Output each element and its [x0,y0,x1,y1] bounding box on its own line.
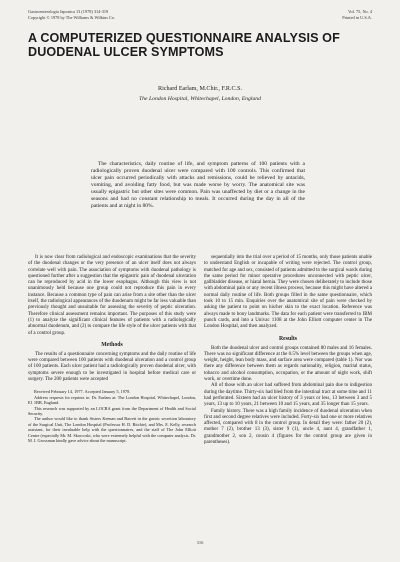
abstract: The characteristics, daily routine of life, and symptom patterns of 100 patients with a radiologically proven duodenal ulcer were compared with 100 controls. This confirmed that ulcer pain occurred periodically with attacks and remissions, could be relieved by antacids, vomiting, and avoiding fatty food, but was made worse by worry. The anatomical site was usually epigastric but other sites were common. Pain was unaffected by diet or a change in the seasons and had no constant relationship to meals. It occurred during the day in all of the patients and at night in 80%. [91,161,305,209]
author-line: Richard Earlam, M.Chir., F.R.C.S. [158,86,242,92]
article-title: A COMPUTERIZED QUESTIONNAIRE ANALYSIS OF DUODENAL ULCER SYMPTOMS [28,31,340,59]
footnote: The author would like to thank Sisters Keenan and Barrett in the gastric secretion laboratory of the Surgical Unit, The London Hospital (Professor H. D. Ritchie), and Mrs. E. Kelly, research assistant, for their invaluable help with the questionnaires, and the staff of The John Elliott Centre (especially Mr. M. Skorcoski, who were extremely helpful with the computer analysis. Dr. M. I. Grossman kindly gave advice about the manuscript. [28,416,196,443]
affiliation: The London Hospital, Whitechapel, London, England [139,96,261,102]
footnote: Received February 14, 1977. Accepted January 5, 1978. [34,389,131,395]
methods-heading: Methods [101,341,123,348]
methods-paragraph: The results of a questionnaire concerning symptoms and the daily routine of life were compared between 100 patients with duodenal ulceration and a control group of 100 patients. Each ulcer patient had a radiologically proven duodenal ulcer, with symptoms severe enough to be investigated in hospital before medical care or surgery. The 200 patients were accepted [28,351,196,383]
results-paragraph: All of those with an ulcer had suffered from abdominal pain due to indigestion during the daytime. Thirty-six had bled from the intestinal tract at some time and 11 had perforated. Sixteen had an ulcer history of 3 years or less, 13 between 3 and 5 years, 13 up to 10 years, 21 between 10 and 15 years, and 35 longer than 15 years. [204,383,372,408]
footnote: Address requests for reprints to: Dr. Earlam at: The London Hospital, Whitechapel, London, E1 1BB, England. [28,394,196,406]
volume-line: Printed in U.S.A. [342,14,372,20]
citation-line: Gastroenterologia Japonica 13 (1978) 314-319 [28,9,109,14]
results-heading: Results [278,335,298,342]
methods-continued: sequentially into the trial over a period of 15 months, only those patients unable to understand English or incapable of writing were rejected. The control group, matched for age and sex, consisted of patients admitted to the surgical wards during the same period for minor operative procedures unconnected with peptic ulcer, gallbladder disease, or hiatal hernia. They were chosen deliberately to include those with abdominal pain or any recent illness process, because this might have altered a normal daily routine of life. Both groups filled in the same questionnaire, which took 10 to 15 min. Enquiries over the anatomical site of pain were checked by asking the patient to point on his/her skin to the exact location. Reference was always made to bony landmarks. The data for each patient were transferred to IBM punch cards, and into a Univac 1108 at the John Elliott computer center in The London Hospital, and then analyzed. [204,255,372,330]
left-column [28,255,196,443]
volume-line: Vol. 75, No. 4 [347,9,372,14]
footnote: This research was supported by an LOCRA grant from the Department of Health and Social Security. [28,405,196,416]
citation-line: Copyright © 1978 by The Williams & Wilkins Co. [28,14,116,20]
results-paragraph: Family history. There was a high family incidence of duodenal ulceration when first and second degree relatives were included. Forty-six had one or more relatives affected, compared with 8 in the control group. In detail they were: father 20 (2), mother 7 (2), brother 13 (3), sister 9 (1), uncle 4, aunt 4, grandfather 1, grandmother 2, son 2, cousin 4 (figures for the control group are given in parentheses). [204,408,372,446]
page-number: 316 [196,540,204,545]
journal-citation [28,9,115,20]
results-paragraph: Both the duodenal ulcer and control groups contained 80 males and 16 females. There was no significant difference at the 0.5% level between the groups when age, weight, height, lean body mass, and surface area were compared (table 1). Nor was there any difference between them as regards nationality, religion, marital status, tobacco and alcohol consumption, occupation, or the amount of night work, shift work, or overtime done. [204,345,372,383]
intro-paragraph: It is now clear from radiological and endoscopic examinations that the severity of the duodenal changes or the very presence of an ulcer itself does not always correlate well with pain. The association of symptoms with duodenal pathology is questioned further after a suggestion that the epigastric pain of duodenal ulceration can be reproduced by acid in the lower esophagus. Although this view is not unanimously held because one group could not reproduce this pain in every instance. Because a common type of pain can arise from a site other than the ulcer itself, the radiological appearances of the duodenum might be far less valuable than previously thought and unsuitable for assessing the severity of peptic ulceration. Therefore clinical assessment remains important. The purposes of this study were (1) to analyze the significant clinical features of patients with a radiologically abnormal duodenum, and (2) to compare the life style of the ulcer patients with that of a control group. [28,255,196,336]
footnotes [28,389,196,443]
journal-volume [342,9,372,20]
right-column [204,255,372,446]
